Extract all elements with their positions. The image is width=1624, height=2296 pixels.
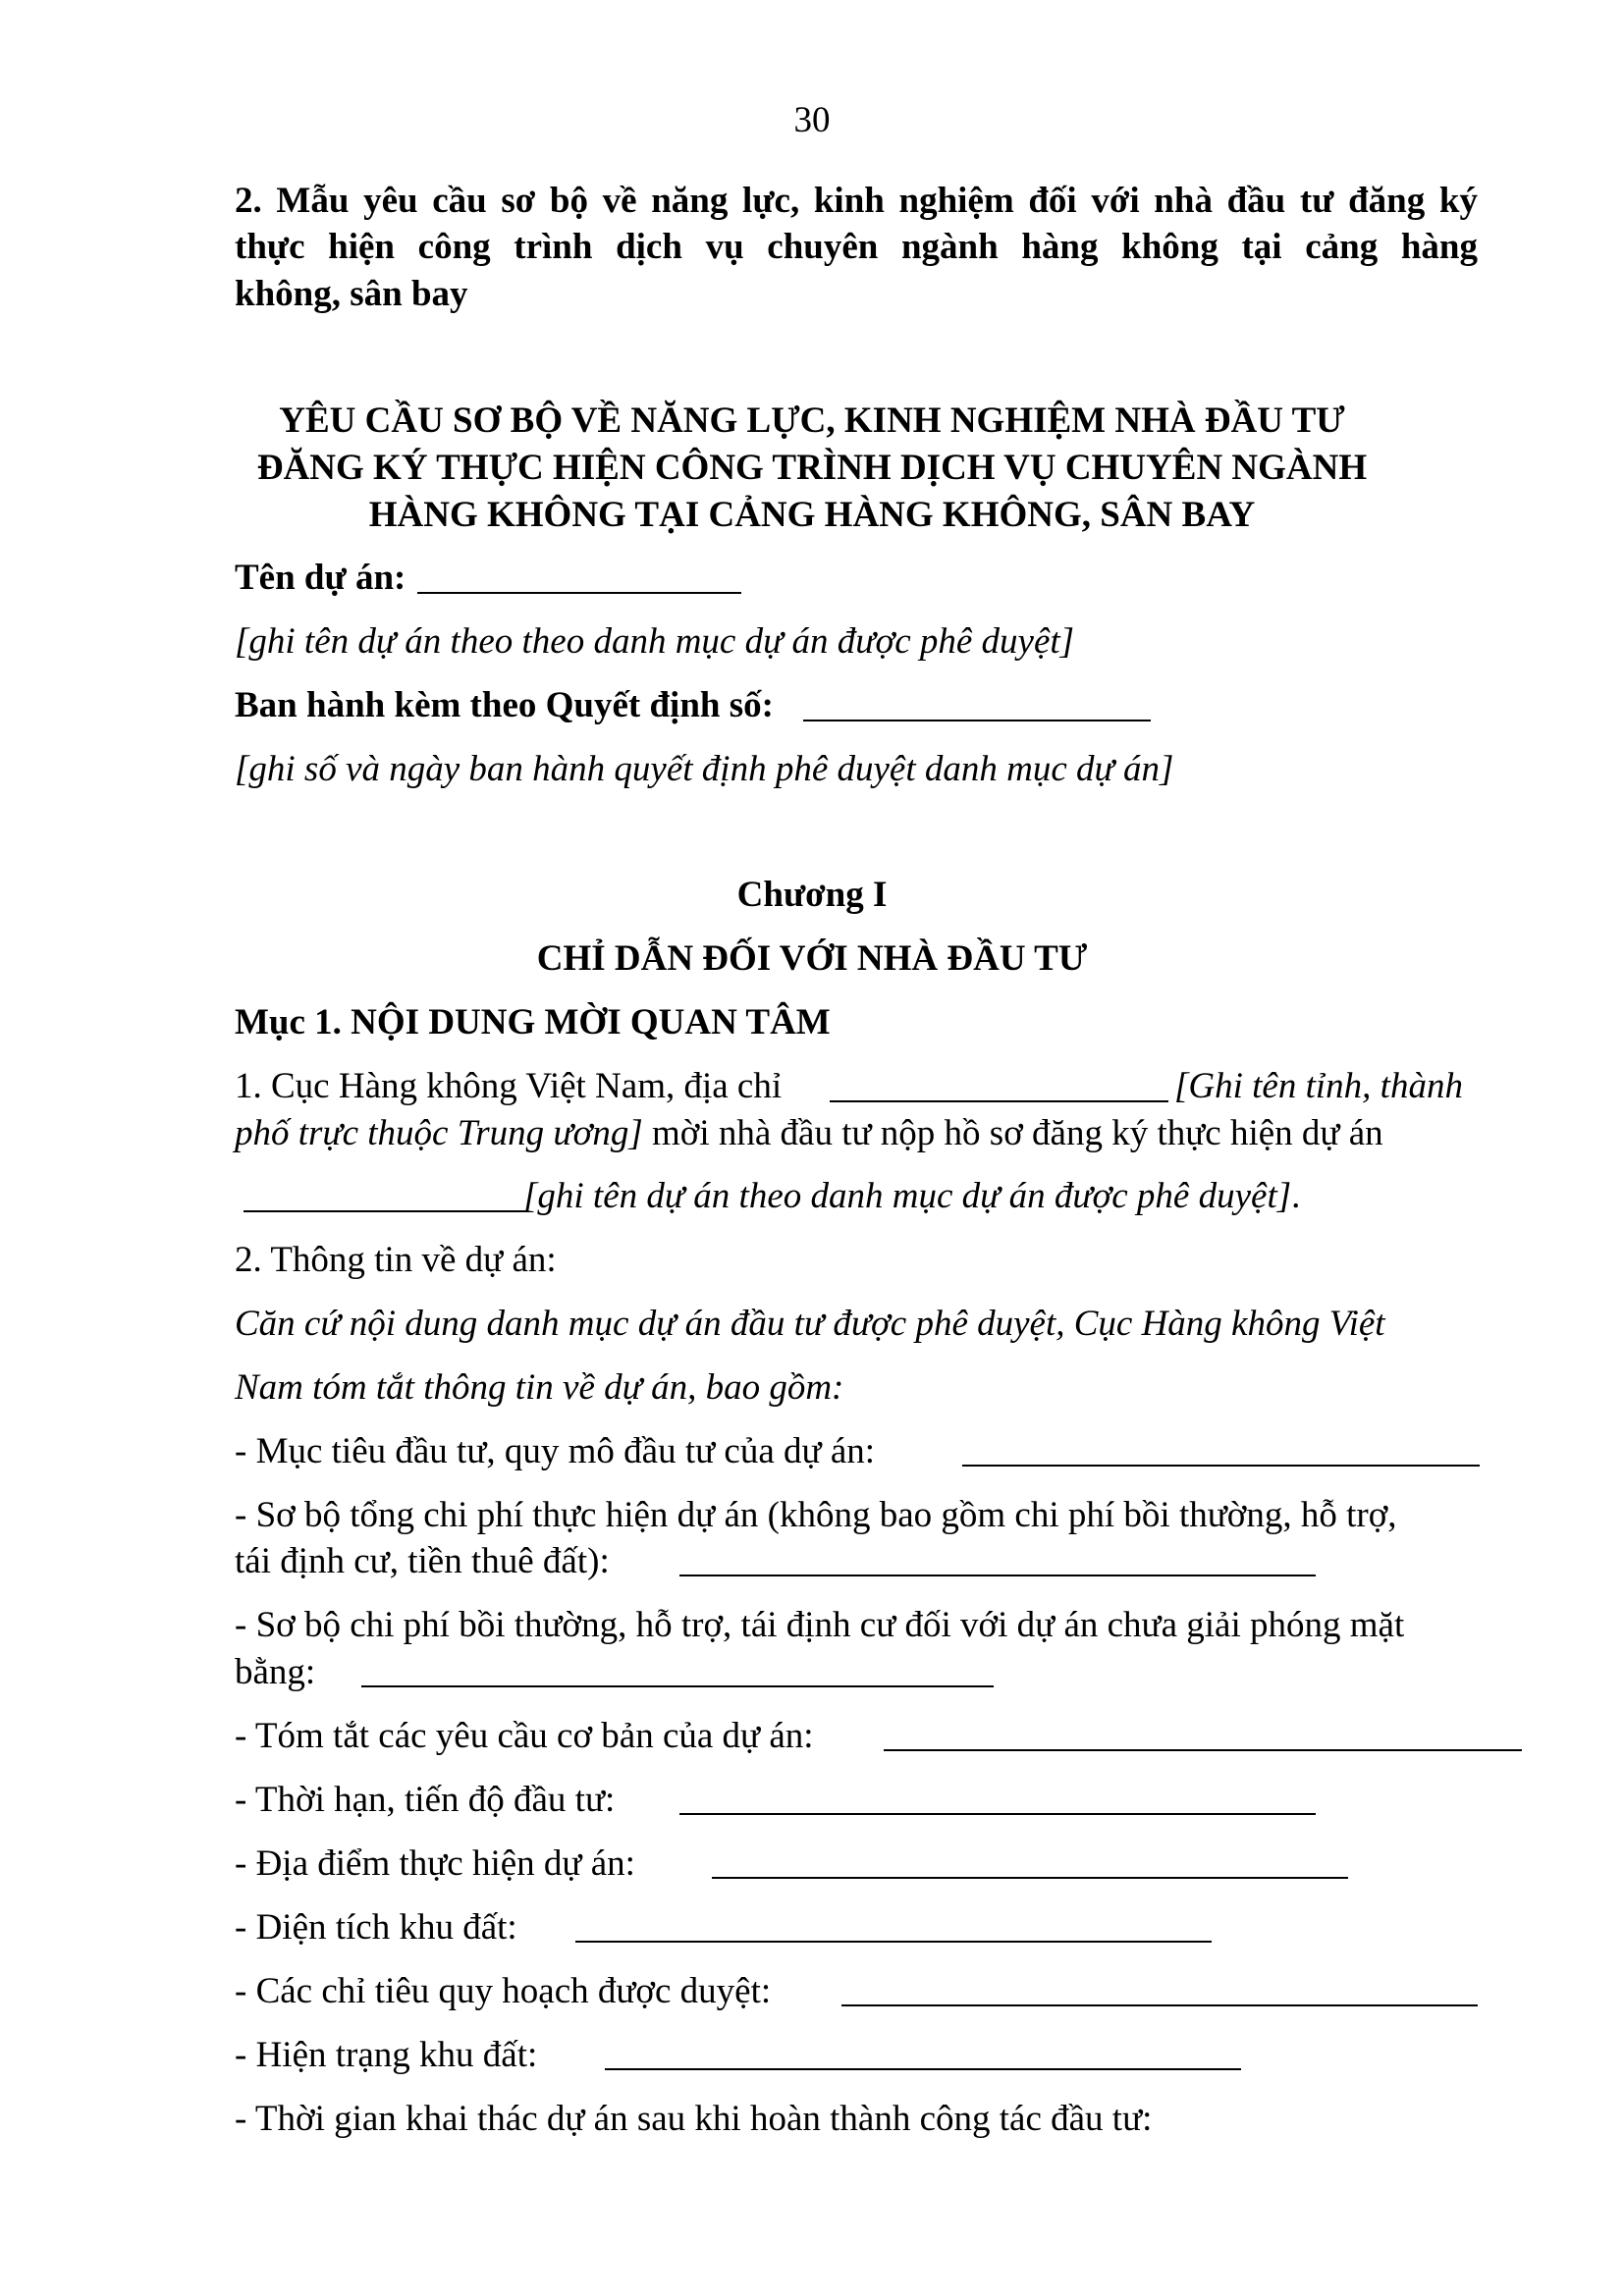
- field-objectives-label: - Mục tiêu đầu tư, quy mô đầu tư của dự án:: [235, 1431, 876, 1471]
- section-heading-line-2: thực hiện công trình dịch vụ chuyên ngành hàng không tại cảng hàng: [235, 227, 1478, 267]
- item1-line-2: [235, 1115, 1383, 1151]
- chapter-subtitle: CHỈ DẪN ĐỐI VỚI NHÀ ĐẦU TƯ: [536, 938, 1088, 979]
- form-title-line-2: ĐĂNG KÝ THỰC HIỆN CÔNG TRÌNH DỊCH VỤ CHUYÊN NGÀNH: [256, 448, 1368, 488]
- item1-hint-a: [Ghi tên tỉnh, thành: [1174, 1066, 1463, 1106]
- form-title-line-1: YÊU CẦU SƠ BỘ VỀ NĂNG LỰC, KINH NGHIỆM NHÀ ĐẦU TƯ: [279, 400, 1345, 441]
- chapter-title: Chương I: [736, 875, 888, 915]
- project-name-blank: [417, 592, 741, 594]
- section-heading-line-1: 2. Mẫu yêu cầu sơ bộ về năng lực, kinh nghiệm đối với nhà đầu tư đăng ký: [235, 181, 1478, 221]
- field-total-cost-line-1: - Sơ bộ tổng chi phí thực hiện dự án (không bao gồm chi phí bồi thường, hỗ trợ,: [235, 1495, 1397, 1535]
- field-total-cost-blank: [679, 1575, 1316, 1576]
- field-objectives-blank: [962, 1465, 1480, 1467]
- page-number: 30: [793, 100, 831, 140]
- field-compensation-line-2: bằng:: [235, 1652, 316, 1692]
- field-land-status-blank: [605, 2068, 1241, 2070]
- item1-hint-c: [ghi tên dự án theo danh mục dự án được phê duyệt]: [523, 1176, 1292, 1216]
- field-schedule-blank: [679, 1813, 1316, 1815]
- item1-text: mời nhà đầu tư nộp hồ sơ đăng ký thực hiện dự án: [642, 1113, 1383, 1153]
- field-requirements-label: - Tóm tắt các yêu cầu cơ bản của dự án:: [235, 1716, 814, 1756]
- section-heading-line-3: không, sân bay: [235, 274, 468, 314]
- field-requirements-blank: [884, 1749, 1522, 1751]
- item1-address-blank: [830, 1100, 1168, 1102]
- form-title-line-3: HÀNG KHÔNG TẠI CẢNG HÀNG KHÔNG, SÂN BAY: [368, 495, 1256, 535]
- field-total-cost-line-2: tái định cư, tiền thuê đất):: [235, 1541, 610, 1581]
- field-compensation-line-1: - Sơ bộ chi phí bồi thường, hỗ trợ, tái định cư đối với dự án chưa giải phóng mặt: [235, 1605, 1405, 1645]
- field-land-status-label: - Hiện trạng khu đất:: [235, 2035, 538, 2075]
- project-name-label: Tên dự án:: [235, 558, 406, 598]
- item1-project-blank: [244, 1210, 528, 1212]
- field-planning-criteria-blank: [841, 2004, 1478, 2006]
- decision-blank: [803, 720, 1151, 721]
- item2-intro-line-1: Căn cứ nội dung danh mục dự án đầu tư được phê duyệt, Cục Hàng không Việt: [235, 1304, 1385, 1344]
- decision-label: Ban hành kèm theo Quyết định số:: [235, 685, 774, 725]
- field-planning-criteria-label: - Các chỉ tiêu quy hoạch được duyệt:: [235, 1971, 772, 2011]
- item1-line-3: [523, 1178, 1300, 1214]
- field-schedule-label: - Thời hạn, tiến độ đầu tư:: [235, 1780, 616, 1820]
- field-location-blank: [712, 1877, 1348, 1879]
- section1-heading: Mục 1. NỘI DUNG MỜI QUAN TÂM: [235, 1002, 831, 1042]
- field-land-area-blank: [575, 1941, 1212, 1943]
- item2-heading: 2. Thông tin về dự án:: [235, 1240, 557, 1280]
- item1-hint-b: phố trực thuộc Trung ương]: [235, 1113, 643, 1153]
- field-operation-period-label: - Thời gian khai thác dự án sau khi hoàn thành công tác đầu tư:: [235, 2099, 1153, 2139]
- decision-hint: [ghi số và ngày ban hành quyết định phê duyệt danh mục dự án]: [235, 749, 1174, 789]
- item1-prefix: 1. Cục Hàng không Việt Nam, địa chỉ: [235, 1066, 783, 1106]
- item2-intro-line-2: Nam tóm tắt thông tin về dự án, bao gồm:: [235, 1367, 844, 1408]
- project-name-hint: [ghi tên dự án theo theo danh mục dự án được phê duyệt]: [235, 621, 1075, 662]
- item1-end: .: [1291, 1176, 1301, 1216]
- field-location-label: - Địa điểm thực hiện dự án:: [235, 1843, 635, 1884]
- field-land-area-label: - Diện tích khu đất:: [235, 1907, 517, 1948]
- field-compensation-blank: [361, 1685, 994, 1687]
